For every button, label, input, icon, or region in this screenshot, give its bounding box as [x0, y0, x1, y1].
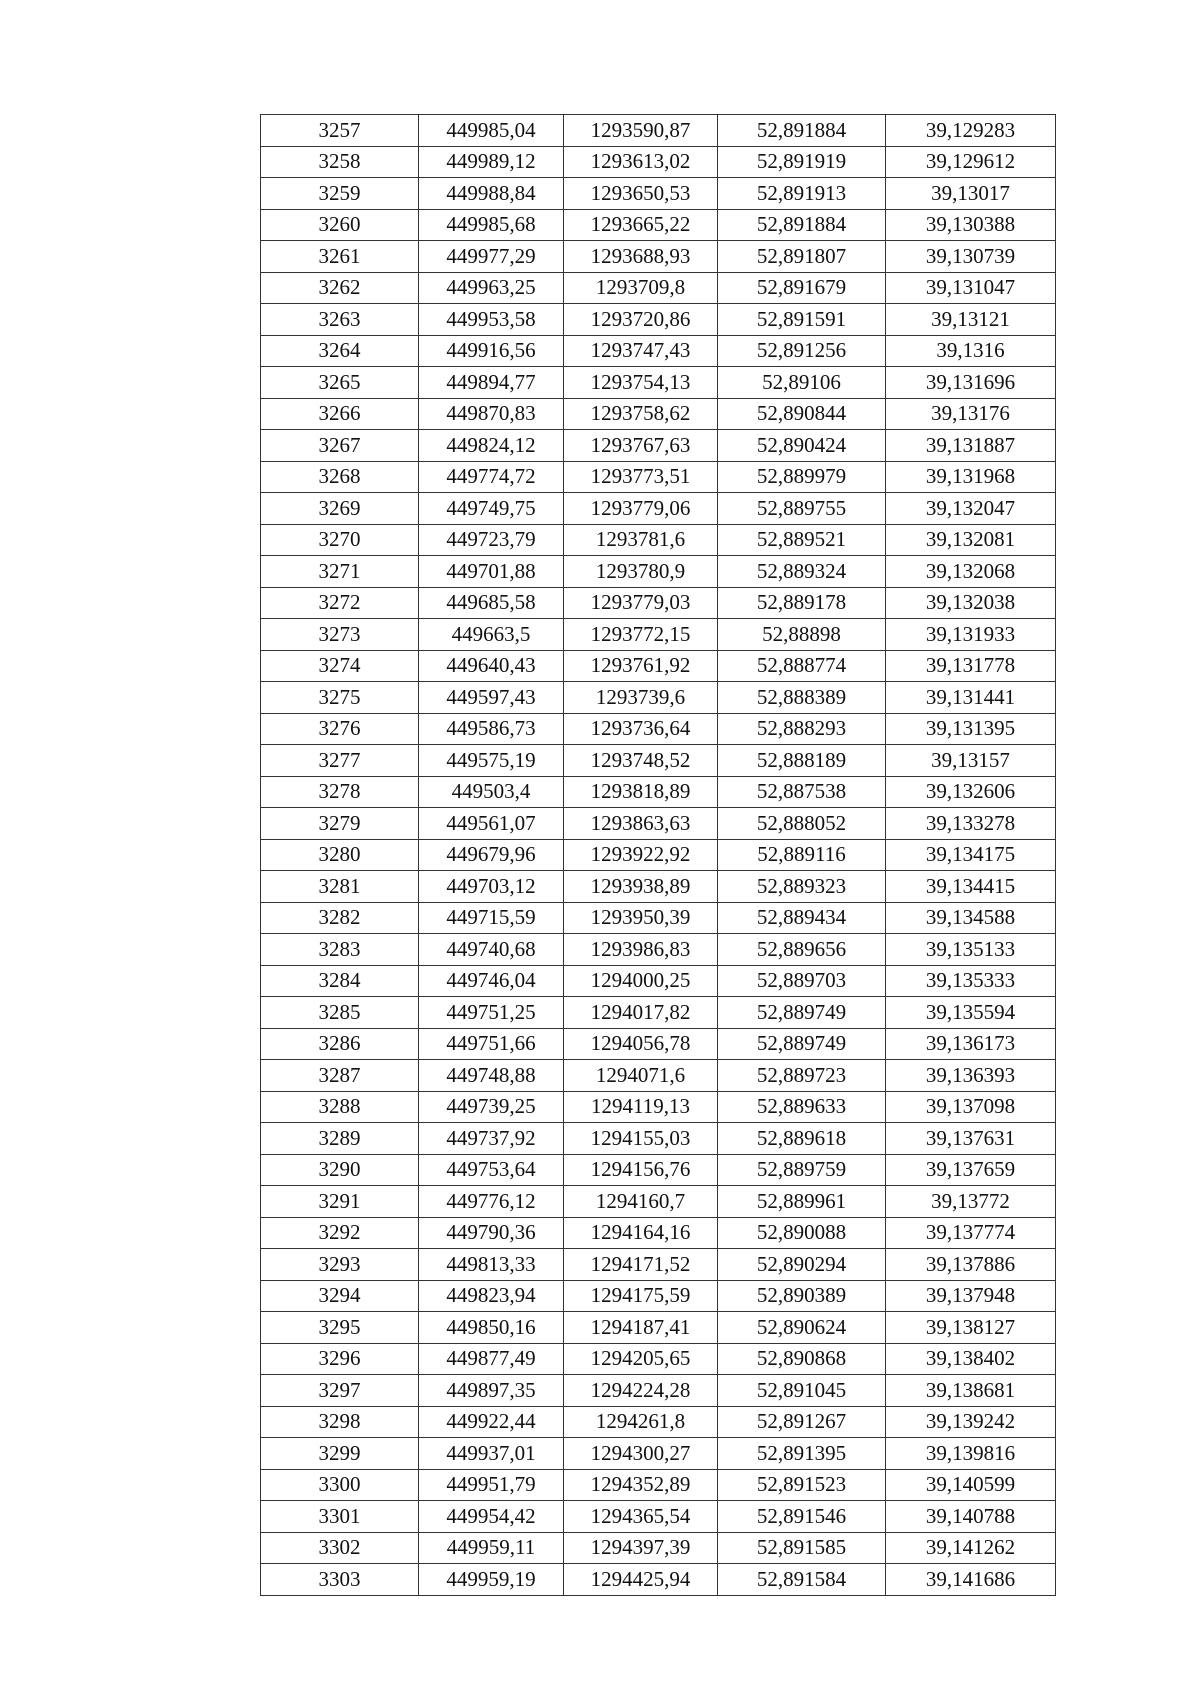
latitude-cell: 52,887538	[718, 776, 886, 808]
longitude-cell: 39,133278	[886, 808, 1056, 840]
table-row	[261, 808, 1056, 840]
point-number-cell: 3289	[261, 1123, 419, 1155]
y-coordinate-cell: 1294365,54	[564, 1501, 718, 1533]
y-coordinate-cell: 1294160,7	[564, 1186, 718, 1218]
x-coordinate-cell: 449823,94	[419, 1280, 564, 1312]
x-coordinate-cell: 449959,19	[419, 1564, 564, 1596]
table-row	[261, 304, 1056, 336]
point-number-cell: 3277	[261, 745, 419, 777]
x-coordinate-cell: 449503,4	[419, 776, 564, 808]
y-coordinate-cell: 1293758,62	[564, 398, 718, 430]
x-coordinate-cell: 449963,25	[419, 272, 564, 304]
latitude-cell: 52,889324	[718, 556, 886, 588]
table-row	[261, 1312, 1056, 1344]
table-row	[261, 1249, 1056, 1281]
table-row	[261, 115, 1056, 147]
longitude-cell: 39,132606	[886, 776, 1056, 808]
latitude-cell: 52,889178	[718, 587, 886, 619]
point-number-cell: 3284	[261, 965, 419, 997]
point-number-cell: 3271	[261, 556, 419, 588]
latitude-cell: 52,891546	[718, 1501, 886, 1533]
x-coordinate-cell: 449575,19	[419, 745, 564, 777]
x-coordinate-cell: 449561,07	[419, 808, 564, 840]
longitude-cell: 39,132081	[886, 524, 1056, 556]
latitude-cell: 52,891919	[718, 146, 886, 178]
x-coordinate-cell: 449877,49	[419, 1343, 564, 1375]
y-coordinate-cell: 1294205,65	[564, 1343, 718, 1375]
table-row	[261, 335, 1056, 367]
latitude-cell: 52,88898	[718, 619, 886, 651]
longitude-cell: 39,130739	[886, 241, 1056, 273]
x-coordinate-cell: 449985,04	[419, 115, 564, 147]
table-row	[261, 398, 1056, 430]
latitude-cell: 52,889759	[718, 1154, 886, 1186]
longitude-cell: 39,141686	[886, 1564, 1056, 1596]
table-row	[261, 934, 1056, 966]
table-row	[261, 146, 1056, 178]
y-coordinate-cell: 1293590,87	[564, 115, 718, 147]
longitude-cell: 39,131778	[886, 650, 1056, 682]
latitude-cell: 52,889323	[718, 871, 886, 903]
y-coordinate-cell: 1294187,41	[564, 1312, 718, 1344]
table-row	[261, 776, 1056, 808]
longitude-cell: 39,134588	[886, 902, 1056, 934]
y-coordinate-cell: 1294155,03	[564, 1123, 718, 1155]
point-number-cell: 3257	[261, 115, 419, 147]
table-row	[261, 1438, 1056, 1470]
latitude-cell: 52,891591	[718, 304, 886, 336]
table-row	[261, 241, 1056, 273]
table-row	[261, 1375, 1056, 1407]
longitude-cell: 39,141262	[886, 1532, 1056, 1564]
table-row	[261, 1343, 1056, 1375]
longitude-cell: 39,139816	[886, 1438, 1056, 1470]
table-row	[261, 587, 1056, 619]
x-coordinate-cell: 449701,88	[419, 556, 564, 588]
point-number-cell: 3303	[261, 1564, 419, 1596]
point-number-cell: 3302	[261, 1532, 419, 1564]
latitude-cell: 52,890624	[718, 1312, 886, 1344]
latitude-cell: 52,888774	[718, 650, 886, 682]
longitude-cell: 39,135133	[886, 934, 1056, 966]
y-coordinate-cell: 1294000,25	[564, 965, 718, 997]
table-row	[261, 1501, 1056, 1533]
point-number-cell: 3285	[261, 997, 419, 1029]
x-coordinate-cell: 449897,35	[419, 1375, 564, 1407]
latitude-cell: 52,889521	[718, 524, 886, 556]
latitude-cell: 52,891913	[718, 178, 886, 210]
x-coordinate-cell: 449954,42	[419, 1501, 564, 1533]
longitude-cell: 39,140599	[886, 1469, 1056, 1501]
x-coordinate-cell: 449715,59	[419, 902, 564, 934]
longitude-cell: 39,13157	[886, 745, 1056, 777]
longitude-cell: 39,131395	[886, 713, 1056, 745]
longitude-cell: 39,129612	[886, 146, 1056, 178]
point-number-cell: 3300	[261, 1469, 419, 1501]
latitude-cell: 52,890424	[718, 430, 886, 462]
y-coordinate-cell: 1293665,22	[564, 209, 718, 241]
y-coordinate-cell: 1294397,39	[564, 1532, 718, 1564]
latitude-cell: 52,890844	[718, 398, 886, 430]
table-row	[261, 367, 1056, 399]
longitude-cell: 39,13121	[886, 304, 1056, 336]
point-number-cell: 3268	[261, 461, 419, 493]
y-coordinate-cell: 1293779,03	[564, 587, 718, 619]
table-row	[261, 1154, 1056, 1186]
latitude-cell: 52,891267	[718, 1406, 886, 1438]
x-coordinate-cell: 449663,5	[419, 619, 564, 651]
point-number-cell: 3269	[261, 493, 419, 525]
y-coordinate-cell: 1293863,63	[564, 808, 718, 840]
point-number-cell: 3293	[261, 1249, 419, 1281]
y-coordinate-cell: 1293780,9	[564, 556, 718, 588]
y-coordinate-cell: 1294119,13	[564, 1091, 718, 1123]
latitude-cell: 52,889116	[718, 839, 886, 871]
y-coordinate-cell: 1293720,86	[564, 304, 718, 336]
latitude-cell: 52,890868	[718, 1343, 886, 1375]
y-coordinate-cell: 1294056,78	[564, 1028, 718, 1060]
table-row	[261, 1186, 1056, 1218]
latitude-cell: 52,889434	[718, 902, 886, 934]
longitude-cell: 39,134415	[886, 871, 1056, 903]
point-number-cell: 3292	[261, 1217, 419, 1249]
point-number-cell: 3275	[261, 682, 419, 714]
latitude-cell: 52,889633	[718, 1091, 886, 1123]
y-coordinate-cell: 1293754,13	[564, 367, 718, 399]
point-number-cell: 3298	[261, 1406, 419, 1438]
y-coordinate-cell: 1293739,6	[564, 682, 718, 714]
latitude-cell: 52,890294	[718, 1249, 886, 1281]
x-coordinate-cell: 449679,96	[419, 839, 564, 871]
x-coordinate-cell: 449723,79	[419, 524, 564, 556]
y-coordinate-cell: 1294352,89	[564, 1469, 718, 1501]
y-coordinate-cell: 1294164,16	[564, 1217, 718, 1249]
point-number-cell: 3278	[261, 776, 419, 808]
point-number-cell: 3263	[261, 304, 419, 336]
table-row	[261, 997, 1056, 1029]
latitude-cell: 52,89106	[718, 367, 886, 399]
table-row	[261, 1564, 1056, 1596]
latitude-cell: 52,891585	[718, 1532, 886, 1564]
table-row	[261, 682, 1056, 714]
point-number-cell: 3272	[261, 587, 419, 619]
x-coordinate-cell: 449916,56	[419, 335, 564, 367]
table-row	[261, 839, 1056, 871]
table-row	[261, 745, 1056, 777]
table-row	[261, 1469, 1056, 1501]
longitude-cell: 39,138127	[886, 1312, 1056, 1344]
y-coordinate-cell: 1294171,52	[564, 1249, 718, 1281]
longitude-cell: 39,137774	[886, 1217, 1056, 1249]
latitude-cell: 52,889755	[718, 493, 886, 525]
latitude-cell: 52,888052	[718, 808, 886, 840]
x-coordinate-cell: 449894,77	[419, 367, 564, 399]
x-coordinate-cell: 449824,12	[419, 430, 564, 462]
table-row	[261, 619, 1056, 651]
table-row	[261, 524, 1056, 556]
latitude-cell: 52,889703	[718, 965, 886, 997]
y-coordinate-cell: 1293772,15	[564, 619, 718, 651]
table-row	[261, 902, 1056, 934]
longitude-cell: 39,139242	[886, 1406, 1056, 1438]
longitude-cell: 39,137631	[886, 1123, 1056, 1155]
point-number-cell: 3295	[261, 1312, 419, 1344]
longitude-cell: 39,138681	[886, 1375, 1056, 1407]
x-coordinate-cell: 449790,36	[419, 1217, 564, 1249]
x-coordinate-cell: 449951,79	[419, 1469, 564, 1501]
y-coordinate-cell: 1293688,93	[564, 241, 718, 273]
coordinates-table-body	[261, 115, 1056, 1596]
point-number-cell: 3259	[261, 178, 419, 210]
point-number-cell: 3291	[261, 1186, 419, 1218]
latitude-cell: 52,891584	[718, 1564, 886, 1596]
point-number-cell: 3276	[261, 713, 419, 745]
longitude-cell: 39,140788	[886, 1501, 1056, 1533]
point-number-cell: 3294	[261, 1280, 419, 1312]
longitude-cell: 39,135333	[886, 965, 1056, 997]
point-number-cell: 3286	[261, 1028, 419, 1060]
longitude-cell: 39,129283	[886, 115, 1056, 147]
y-coordinate-cell: 1293781,6	[564, 524, 718, 556]
x-coordinate-cell: 449737,92	[419, 1123, 564, 1155]
longitude-cell: 39,137098	[886, 1091, 1056, 1123]
x-coordinate-cell: 449774,72	[419, 461, 564, 493]
table-row	[261, 556, 1056, 588]
x-coordinate-cell: 449959,11	[419, 1532, 564, 1564]
table-row	[261, 871, 1056, 903]
point-number-cell: 3290	[261, 1154, 419, 1186]
point-number-cell: 3297	[261, 1375, 419, 1407]
latitude-cell: 52,889979	[718, 461, 886, 493]
x-coordinate-cell: 449813,33	[419, 1249, 564, 1281]
x-coordinate-cell: 449989,12	[419, 146, 564, 178]
x-coordinate-cell: 449985,68	[419, 209, 564, 241]
table-row	[261, 430, 1056, 462]
y-coordinate-cell: 1293613,02	[564, 146, 718, 178]
longitude-cell: 39,13772	[886, 1186, 1056, 1218]
longitude-cell: 39,136173	[886, 1028, 1056, 1060]
longitude-cell: 39,132038	[886, 587, 1056, 619]
longitude-cell: 39,134175	[886, 839, 1056, 871]
point-number-cell: 3274	[261, 650, 419, 682]
x-coordinate-cell: 449977,29	[419, 241, 564, 273]
longitude-cell: 39,137886	[886, 1249, 1056, 1281]
x-coordinate-cell: 449703,12	[419, 871, 564, 903]
longitude-cell: 39,131441	[886, 682, 1056, 714]
x-coordinate-cell: 449922,44	[419, 1406, 564, 1438]
table-row	[261, 1091, 1056, 1123]
y-coordinate-cell: 1293922,92	[564, 839, 718, 871]
longitude-cell: 39,131887	[886, 430, 1056, 462]
x-coordinate-cell: 449937,01	[419, 1438, 564, 1470]
point-number-cell: 3260	[261, 209, 419, 241]
point-number-cell: 3262	[261, 272, 419, 304]
longitude-cell: 39,13017	[886, 178, 1056, 210]
point-number-cell: 3282	[261, 902, 419, 934]
point-number-cell: 3266	[261, 398, 419, 430]
point-number-cell: 3280	[261, 839, 419, 871]
table-row	[261, 1532, 1056, 1564]
y-coordinate-cell: 1293747,43	[564, 335, 718, 367]
y-coordinate-cell: 1293779,06	[564, 493, 718, 525]
point-number-cell: 3267	[261, 430, 419, 462]
x-coordinate-cell: 449685,58	[419, 587, 564, 619]
latitude-cell: 52,889656	[718, 934, 886, 966]
y-coordinate-cell: 1294071,6	[564, 1060, 718, 1092]
table-row	[261, 1406, 1056, 1438]
x-coordinate-cell: 449751,66	[419, 1028, 564, 1060]
latitude-cell: 52,891256	[718, 335, 886, 367]
table-row	[261, 1217, 1056, 1249]
y-coordinate-cell: 1293709,8	[564, 272, 718, 304]
table-row	[261, 209, 1056, 241]
latitude-cell: 52,888189	[718, 745, 886, 777]
latitude-cell: 52,891045	[718, 1375, 886, 1407]
y-coordinate-cell: 1294017,82	[564, 997, 718, 1029]
latitude-cell: 52,888293	[718, 713, 886, 745]
x-coordinate-cell: 449870,83	[419, 398, 564, 430]
y-coordinate-cell: 1294261,8	[564, 1406, 718, 1438]
table-row	[261, 272, 1056, 304]
table-row	[261, 1123, 1056, 1155]
y-coordinate-cell: 1293761,92	[564, 650, 718, 682]
table-row	[261, 650, 1056, 682]
longitude-cell: 39,137659	[886, 1154, 1056, 1186]
y-coordinate-cell: 1294300,27	[564, 1438, 718, 1470]
latitude-cell: 52,891523	[718, 1469, 886, 1501]
point-number-cell: 3279	[261, 808, 419, 840]
y-coordinate-cell: 1293736,64	[564, 713, 718, 745]
y-coordinate-cell: 1294175,59	[564, 1280, 718, 1312]
x-coordinate-cell: 449751,25	[419, 997, 564, 1029]
longitude-cell: 39,130388	[886, 209, 1056, 241]
latitude-cell: 52,890088	[718, 1217, 886, 1249]
latitude-cell: 52,889618	[718, 1123, 886, 1155]
y-coordinate-cell: 1293773,51	[564, 461, 718, 493]
longitude-cell: 39,1316	[886, 335, 1056, 367]
point-number-cell: 3273	[261, 619, 419, 651]
longitude-cell: 39,137948	[886, 1280, 1056, 1312]
y-coordinate-cell: 1293748,52	[564, 745, 718, 777]
latitude-cell: 52,888389	[718, 682, 886, 714]
x-coordinate-cell: 449597,43	[419, 682, 564, 714]
table-row	[261, 1060, 1056, 1092]
y-coordinate-cell: 1293950,39	[564, 902, 718, 934]
x-coordinate-cell: 449749,75	[419, 493, 564, 525]
x-coordinate-cell: 449586,73	[419, 713, 564, 745]
latitude-cell: 52,890389	[718, 1280, 886, 1312]
longitude-cell: 39,131968	[886, 461, 1056, 493]
point-number-cell: 3288	[261, 1091, 419, 1123]
longitude-cell: 39,135594	[886, 997, 1056, 1029]
longitude-cell: 39,132068	[886, 556, 1056, 588]
x-coordinate-cell: 449740,68	[419, 934, 564, 966]
x-coordinate-cell: 449753,64	[419, 1154, 564, 1186]
x-coordinate-cell: 449640,43	[419, 650, 564, 682]
point-number-cell: 3281	[261, 871, 419, 903]
y-coordinate-cell: 1293986,83	[564, 934, 718, 966]
latitude-cell: 52,891395	[718, 1438, 886, 1470]
x-coordinate-cell: 449748,88	[419, 1060, 564, 1092]
y-coordinate-cell: 1294425,94	[564, 1564, 718, 1596]
table-row	[261, 493, 1056, 525]
longitude-cell: 39,136393	[886, 1060, 1056, 1092]
longitude-cell: 39,131696	[886, 367, 1056, 399]
longitude-cell: 39,131933	[886, 619, 1056, 651]
y-coordinate-cell: 1293650,53	[564, 178, 718, 210]
x-coordinate-cell: 449850,16	[419, 1312, 564, 1344]
longitude-cell: 39,13176	[886, 398, 1056, 430]
latitude-cell: 52,889723	[718, 1060, 886, 1092]
longitude-cell: 39,138402	[886, 1343, 1056, 1375]
x-coordinate-cell: 449988,84	[419, 178, 564, 210]
x-coordinate-cell: 449746,04	[419, 965, 564, 997]
latitude-cell: 52,889961	[718, 1186, 886, 1218]
table-row	[261, 713, 1056, 745]
point-number-cell: 3283	[261, 934, 419, 966]
point-number-cell: 3261	[261, 241, 419, 273]
latitude-cell: 52,891807	[718, 241, 886, 273]
longitude-cell: 39,132047	[886, 493, 1056, 525]
table-row	[261, 178, 1056, 210]
x-coordinate-cell: 449776,12	[419, 1186, 564, 1218]
y-coordinate-cell: 1294224,28	[564, 1375, 718, 1407]
latitude-cell: 52,891884	[718, 209, 886, 241]
x-coordinate-cell: 449739,25	[419, 1091, 564, 1123]
latitude-cell: 52,891884	[718, 115, 886, 147]
point-number-cell: 3270	[261, 524, 419, 556]
longitude-cell: 39,131047	[886, 272, 1056, 304]
table-row	[261, 461, 1056, 493]
latitude-cell: 52,889749	[718, 997, 886, 1029]
point-number-cell: 3299	[261, 1438, 419, 1470]
y-coordinate-cell: 1293938,89	[564, 871, 718, 903]
y-coordinate-cell: 1293767,63	[564, 430, 718, 462]
table-row	[261, 965, 1056, 997]
latitude-cell: 52,891679	[718, 272, 886, 304]
point-number-cell: 3265	[261, 367, 419, 399]
point-number-cell: 3264	[261, 335, 419, 367]
point-number-cell: 3258	[261, 146, 419, 178]
table-row	[261, 1280, 1056, 1312]
table-row	[261, 1028, 1056, 1060]
point-number-cell: 3301	[261, 1501, 419, 1533]
y-coordinate-cell: 1293818,89	[564, 776, 718, 808]
point-number-cell: 3287	[261, 1060, 419, 1092]
point-number-cell: 3296	[261, 1343, 419, 1375]
latitude-cell: 52,889749	[718, 1028, 886, 1060]
x-coordinate-cell: 449953,58	[419, 304, 564, 336]
y-coordinate-cell: 1294156,76	[564, 1154, 718, 1186]
coordinates-table	[260, 114, 1056, 1596]
